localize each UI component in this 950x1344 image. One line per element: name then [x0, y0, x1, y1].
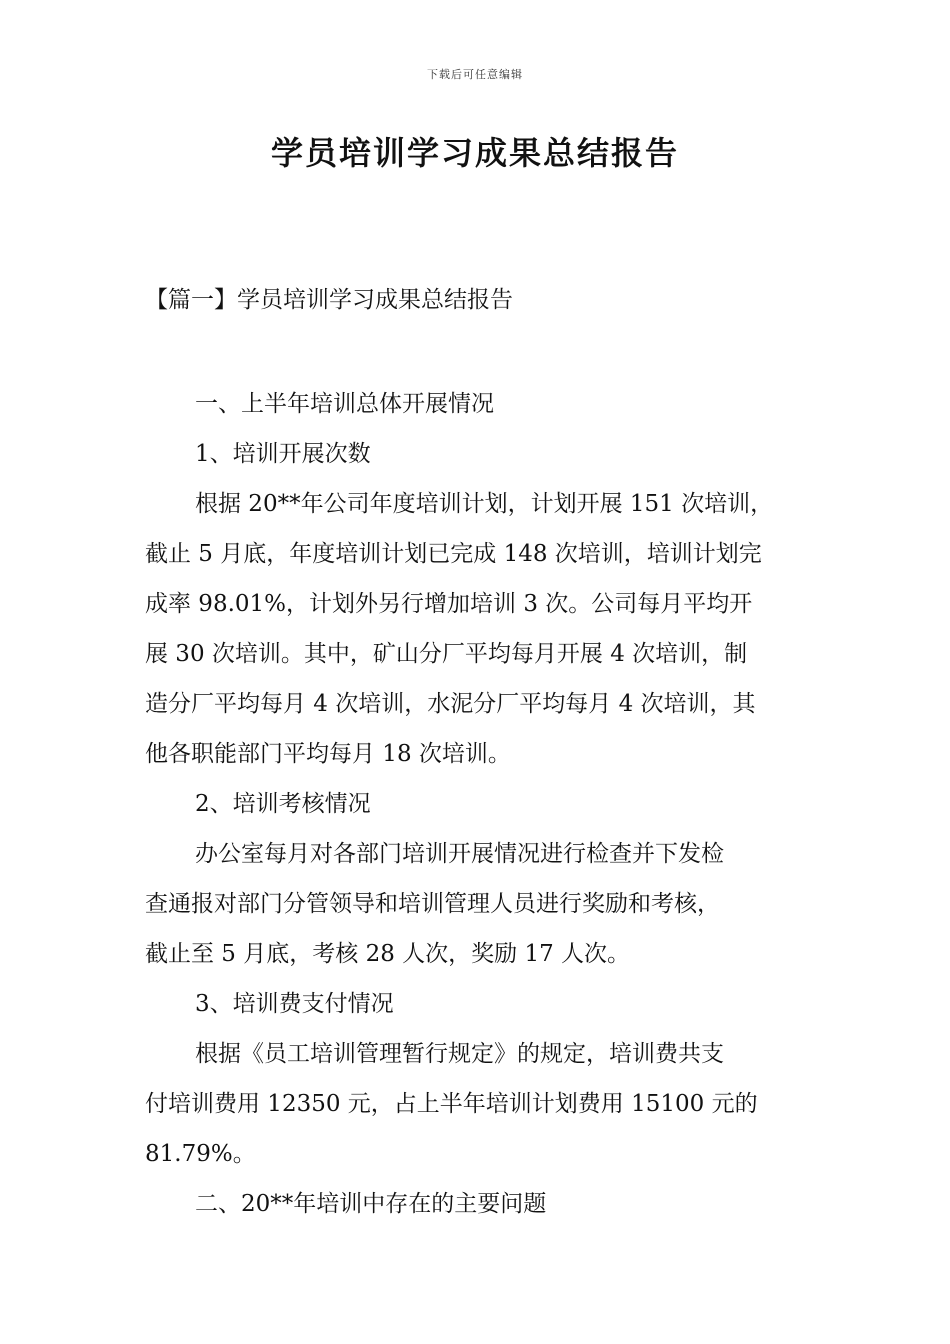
paragraph-line: 根据《员工培训管理暂行规定》的规定，培训费共支 — [195, 1041, 724, 1067]
paragraph-line: 办公室每月对各部门培训开展情况进行检查并下发检 — [195, 841, 724, 867]
paragraph-line: 他各职能部门平均每月 18 次培训。 — [145, 741, 511, 767]
paragraph-line: 展 30 次培训。其中，矿山分厂平均每月开展 4 次培训，制 — [145, 641, 748, 667]
paragraph-line: 截止 5 月底，年度培训计划已完成 148 次培训，培训计划完 — [145, 541, 762, 567]
paragraph-line: 81.79%。 — [145, 1141, 256, 1167]
paragraph-line: 付培训费用 12350 元，占上半年培训计划费用 15100 元的 — [145, 1091, 758, 1117]
paragraph-line: 根据 20**年公司年度培训计划，计划开展 151 次培训， — [195, 491, 774, 517]
section-heading: 【篇一】学员培训学习成果总结报告 — [145, 287, 513, 313]
paragraph-line: 造分厂平均每月 4 次培训，水泥分厂平均每月 4 次培训，其 — [145, 691, 756, 717]
paragraph-line: 查通报对部门分管领导和培训管理人员进行奖励和考核， — [145, 891, 720, 917]
paragraph-line: 截止至 5 月底，考核 28 人次，奖励 17 人次。 — [145, 941, 631, 967]
subheading-fees: 3、培训费支付情况 — [195, 991, 394, 1017]
heading-overview: 一、上半年培训总体开展情况 — [195, 391, 494, 417]
header-note: 下载后可任意编辑 — [427, 68, 523, 81]
heading-problems: 二、20**年培训中存在的主要问题 — [195, 1191, 547, 1217]
document-body — [145, 379, 810, 1229]
document-title: 学员培训学习成果总结报告 — [270, 134, 679, 172]
subheading-assessment: 2、培训考核情况 — [195, 791, 371, 817]
subheading-training-count: 1、培训开展次数 — [195, 441, 371, 467]
paragraph-line: 成率 98.01%，计划外另行增加培训 3 次。公司每月平均开 — [145, 591, 753, 617]
